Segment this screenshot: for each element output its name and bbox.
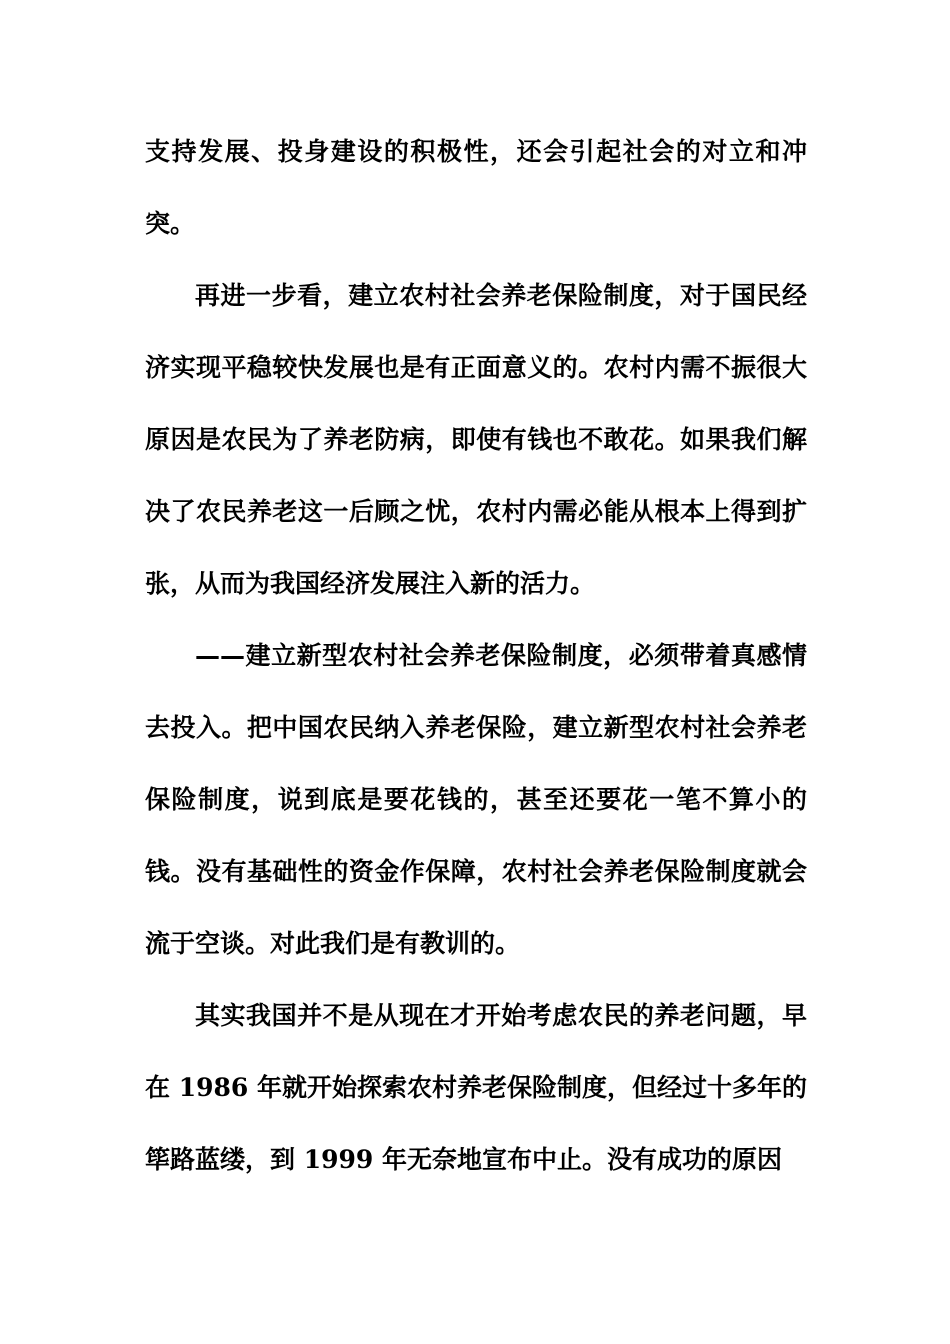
paragraph-continuation: 支持发展、投身建设的积极性，还会引起社会的对立和冲突。 [145,137,807,238]
paragraph-investment: ——建立新型农村社会养老保险制度，必须带着真感情去投入。把中国农民纳入养老保险，建立新型农村社会养老保险制度，说到底是要花钱的，甚至还要花一笔不算小的钱。没有基础性的资金作保障，农村社会养老保险制度就会流于空谈。对此我们是有教训的。 [145,641,807,958]
paragraph-history: 其实我国并不是从现在才开始考虑农民的养老问题，早在 1986 年就开始探索农村养老保险制度，但经过十多年的筚路蓝缕，到 1999 年无奈地宣布中止。没有成功的原因 [145,1001,807,1174]
body-text [145,116,807,1196]
paragraph-economy: 再进一步看，建立农村社会养老保险制度，对于国民经济实现平稳较快发展也是有正面意义的。农村内需不振很大原因是农民为了养老防病，即使有钱也不敢花。如果我们解决了农民养老这一后顾之忧，农村内需必能从根本上得到扩张，从而为我国经济发展注入新的活力。 [145,281,807,598]
